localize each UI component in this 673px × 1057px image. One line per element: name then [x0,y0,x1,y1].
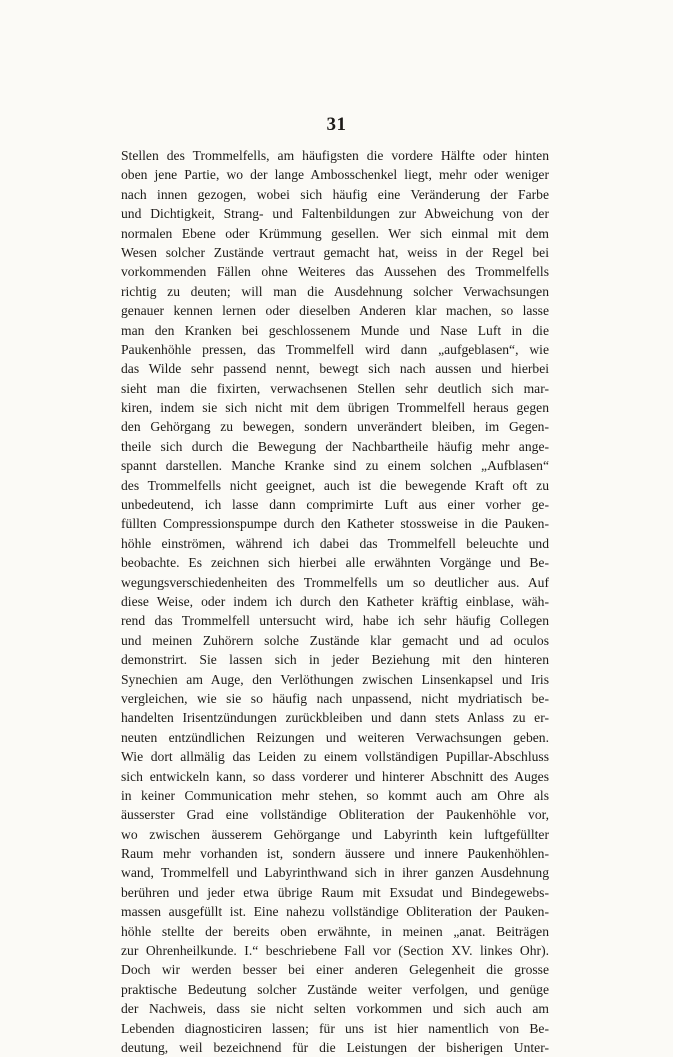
text-line: das Wilde sehr passend nennt, bewegt sich nach aussen und hierbei [121,361,549,377]
text-line: Wesen solcher Zustände vertraut gemacht hat, weiss in der Regel bei [121,244,549,260]
text-line: nach innen gezogen, wobei sich häufig eine Veränderung der Farbe [121,186,549,202]
text-line: man den Kranken bei geschlossenem Munde und Nase Luft in die [121,322,549,338]
text-line: handelten Irisentzündungen zurückbleiben und dann stets Anlass zu er- [121,710,549,726]
text-line: zur Ohrenheilkunde. I.“ beschriebene Fall vor (Section XV. linkes Ohr). [121,943,549,959]
text-line: Paukenhöhle pressen, das Trommelfell wird dann „aufgeblasen“, wie [121,341,549,357]
text-line: kiren, indem sie sich nicht mit dem übrigen Trommelfell heraus gegen [121,400,549,416]
text-line: höhle einströmen, während ich dabei das Trommelfell beleuchte und [121,535,549,551]
text-line: Wie dort allmälig das Leiden zu einem vollständigen Pupillar-Abschluss [121,749,549,765]
body-text [121,146,549,1057]
text-line: berühren und jeder etwa übrige Raum mit Exsudat und Bindegewebs- [121,884,549,900]
text-line: rend das Trommelfell untersucht wird, habe ich sehr häufig Collegen [121,613,549,629]
text-line: vergleichen, wie sie so häufig nach unpassend, nicht mydriatisch be- [121,690,549,706]
text-line: und meinen Zuhörern solche Zustände klar gemacht und ad oculos [121,632,549,648]
text-line: des Trommelfells nicht geeignet, auch ist die bewegende Kraft oft zu [121,477,549,493]
text-line: beobachte. Es zeichnen sich hierbei alle erwähnten Vorgänge und Be- [121,555,549,571]
text-line: füllten Compressionspumpe durch den Katheter stossweise in die Pauken- [121,516,549,532]
text-line: praktische Bedeutung solcher Zustände weiter verfolgen, und genüge [121,981,549,997]
text-line: wegungsverschiedenheiten des Trommelfells um so deutlicher aus. Auf [121,574,549,590]
text-line: wand, Trommelfell und Labyrinthwand sich in ihrer ganzen Ausdehnung [121,865,549,881]
text-line: sich entwickeln kann, so dass vorderer und hinterer Abschnitt des Auges [121,768,549,784]
text-line: diese Weise, oder indem ich durch den Katheter kräftig einblase, wäh- [121,593,549,609]
text-line: Raum mehr vorhanden ist, sondern äussere und innere Paukenhöhlen- [121,846,549,862]
text-line: neuten entzündlichen Reizungen und weiteren Verwachsungen geben. [121,729,549,745]
page-number: 31 [326,114,347,135]
text-line: massen ausgefüllt ist. Eine nahezu vollständige Obliteration der Pauken- [121,904,549,920]
text-line: Doch wir werden besser bei einer anderen Gelegenheit die grosse [121,962,549,978]
text-line: genauer kennen lernen oder dieselben Anderen klar machen, so lasse [121,303,549,319]
text-line: deutung, weil bezeichnend für die Leistungen der bisherigen Unter- [121,1039,549,1055]
text-line: oben jene Partie, wo der lange Ambosschenkel liegt, mehr oder weniger [121,167,549,183]
text-line: den Gehörgang zu bewegen, sondern unverändert bleiben, im Gegen- [121,419,549,435]
text-line: theile sich durch die Bewegung der Nachbartheile häufig mehr ange- [121,438,549,454]
text-line: wo zwischen äusserem Gehörgange und Labyrinth kein luftgefüllter [121,826,549,842]
text-line: und Dichtigkeit, Strang- und Faltenbildungen zur Abweichung von der [121,206,549,222]
text-line: sieht man die fixirten, verwachsenen Stellen sehr deutlich sich mar- [121,380,549,396]
text-line: Lebenden diagnosticiren lassen; für uns ist hier namentlich von Be- [121,1020,549,1036]
text-line: normalen Ebene oder Krümmung gesellen. Wer sich einmal mit dem [121,225,549,241]
text-line: Synechien am Auge, den Verlöthungen zwischen Linsenkapsel und Iris [121,671,549,687]
text-line: Stellen des Trommelfells, am häufigsten die vordere Hälfte oder hinten [121,148,549,163]
text-line: in keiner Communication mehr stehen, so kommt auch am Ohre als [121,787,549,803]
text-line: richtig zu deuten; will man die Ausdehnung solcher Verwachsungen [121,283,549,299]
text-line: vorkommenden Fällen ohne Weiteres das Aussehen des Trommelfells [121,264,549,280]
text-line: unbedeutend, ich lasse dann comprimirte Luft aus einer vorher ge- [121,497,549,513]
text-line: äusserster Grad eine vollständige Obliteration der Paukenhöhle vor, [121,807,549,823]
text-line: höhle stellte der bereits oben erwähnte, in meinen „anat. Beiträgen [121,923,549,939]
text-line: spannt darstellen. Manche Kranke sind zu einem solchen „Aufblasen“ [121,458,549,474]
text-line: demonstrirt. Sie lassen sich in jeder Beziehung mit den hinteren [121,652,549,668]
text-line: der Nachweis, dass sie nicht selten vorkommen und sich auch am [121,1001,549,1017]
